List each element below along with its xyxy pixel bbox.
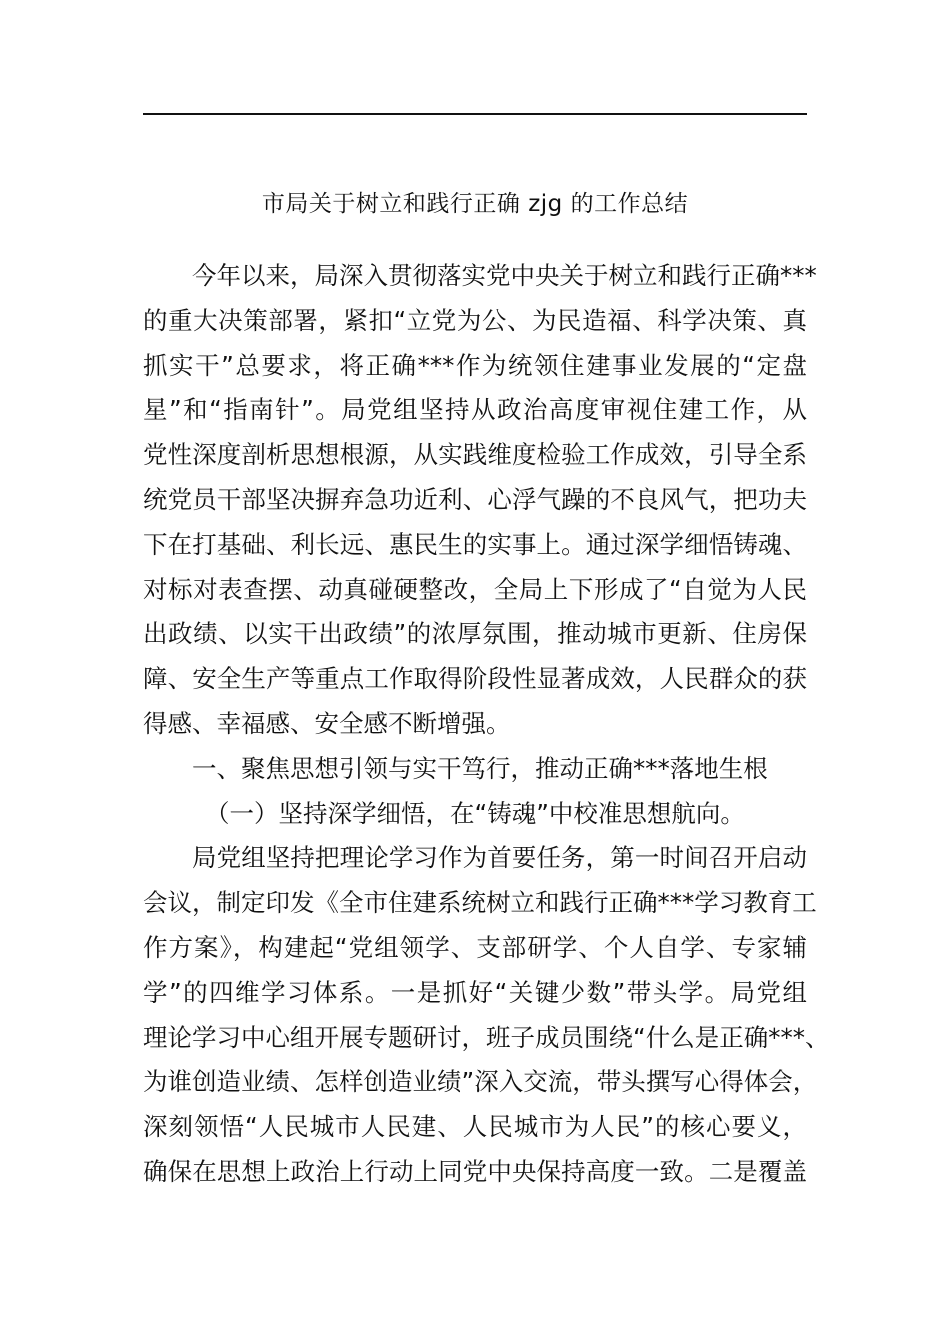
text-line: 得感、幸福感、安全感不断增强。 [143, 708, 511, 738]
document-title: 市局关于树立和践行正确 zjg 的工作总结 [261, 191, 689, 217]
text-line: 统党员干部坚决摒弃急功近利、心浮气躁的不良风气，把功夫 [143, 484, 807, 514]
text-line: 出政绩、以实干出政绩”的浓厚氛围，推动城市更新、住房保 [143, 619, 807, 649]
text-line: 理论学习中心组开展专题研讨，班子成员围绕“什么是正确***、 [143, 1022, 830, 1052]
text-line: 学”的四维学习体系。一是抓好“关键少数”带头学。局党组 [143, 977, 807, 1007]
text-line: 党性深度剖析思想根源，从实践维度检验工作成效，引导全系 [143, 440, 807, 470]
subsection-heading: （一）坚持深学细悟，在“铸魂”中校准思想航向。 [205, 798, 745, 828]
paragraph-study [143, 836, 830, 1194]
text-line: 抓实干”总要求，将正确***作为统领住建事业发展的“定盘 [143, 350, 807, 380]
text-line: 今年以来，局深入贯彻落实党中央关于树立和践行正确*** [192, 261, 817, 290]
text-line: 的重大决策部署，紧扣“立党为公、为民造福、科学决策、真 [143, 305, 807, 335]
paragraph-intro [143, 254, 817, 747]
text-line: 障、安全生产等重点工作取得阶段性显著成效，人民群众的获 [143, 664, 807, 694]
text-line: 下在打基础、利长远、惠民生的实事上。通过深学细悟铸魂、 [143, 529, 807, 559]
text-line: 作方案》，构建起“党组领学、支部研学、个人自学、专家辅 [143, 932, 807, 962]
section-heading: 一、聚焦思想引领与实干笃行，推动正确***落地生根 [192, 753, 768, 783]
text-line: 深刻领悟“人民城市人民建、人民城市为人民”的核心要义， [143, 1112, 807, 1142]
text-line: 对标对表查摆、动真碰硬整改，全局上下形成了“自觉为人民 [143, 574, 807, 604]
header-rule [143, 113, 807, 115]
text-line: 局党组坚持把理论学习作为首要任务，第一时间召开启动 [192, 843, 807, 873]
text-line: 会议，制定印发《全市住建系统树立和践行正确***学习教育工 [143, 888, 817, 918]
text-line: 确保在思想上政治上行动上同党中央保持高度一致。二是覆盖 [143, 1156, 807, 1186]
document-body [143, 254, 830, 1195]
text-line: 为谁创造业绩、怎样创造业绩”深入交流，带头撰写心得体会， [143, 1067, 818, 1097]
text-line: 星”和“指南针”。局党组坚持从政治高度审视住建工作，从 [143, 395, 807, 425]
